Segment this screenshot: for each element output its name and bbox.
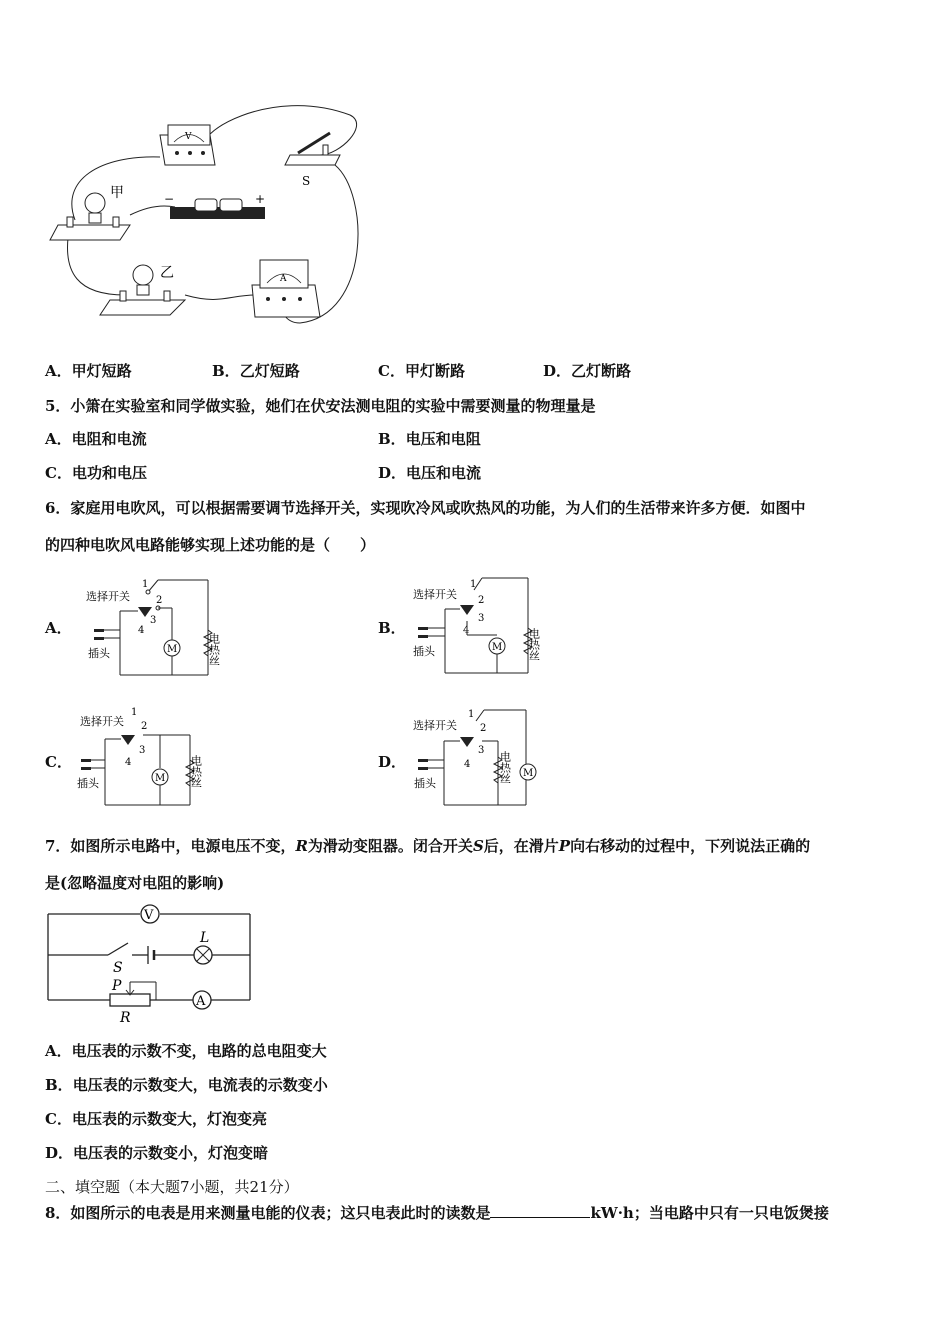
q7-stem-line2: 是(忽略温度对电阻的影响) [45, 874, 225, 892]
switch-s-label: S [302, 174, 311, 188]
svg-text:1: 1 [470, 579, 477, 590]
q5-option-a[interactable]: A．电阻和电流 [45, 430, 147, 448]
voltmeter-symbol: V [144, 908, 154, 923]
q4-option-b[interactable]: B．乙灯短路 [212, 362, 300, 380]
q6-option-d[interactable]: D． [378, 753, 407, 771]
svg-text:选择开关: 选择开关 [413, 719, 457, 732]
ammeter-label: A [280, 274, 287, 284]
slider-p-symbol: P [112, 978, 122, 994]
svg-text:3: 3 [139, 745, 146, 756]
q6-diagram-b [410, 573, 570, 678]
svg-text:M: M [155, 773, 166, 784]
q6-diagram-a [80, 575, 240, 680]
battery-plus: + [255, 192, 266, 206]
q7-option-b[interactable]: B．电压表的示数变大，电流表的示数变小 [45, 1076, 328, 1094]
svg-text:4: 4 [464, 759, 471, 770]
q4-option-d[interactable]: D．乙灯断路 [543, 362, 632, 380]
svg-text:电热丝: 电热丝 [527, 628, 541, 661]
svg-text:M: M [523, 768, 534, 779]
heater-label: 电热丝 [207, 633, 221, 666]
svg-text:M: M [492, 642, 503, 653]
q7-stem-line1: 7．如图所示电路中，电源电压不变，R为滑动变阻器。闭合开关S后，在滑片P向右移动的过程中，下列说法正确的 [45, 837, 811, 855]
battery-minus: − [164, 192, 175, 206]
svg-text:3: 3 [478, 613, 485, 624]
q6-stem-line1: 6．家庭用电吹风，可以根据需要调节选择开关，实现吹冷风或吹热风的功能，为人们的生活带来许多方便．如图中 [45, 499, 806, 517]
rheostat-r-symbol: R [120, 1010, 131, 1025]
voltmeter-device [160, 125, 215, 165]
q7-option-a[interactable]: A．电压表的示数不变，电路的总电阻变大 [45, 1042, 327, 1060]
svg-text:选择开关: 选择开关 [80, 715, 124, 728]
svg-text:插头: 插头 [413, 645, 435, 658]
svg-text:1: 1 [468, 709, 475, 720]
q5-option-d[interactable]: D．电压和电流 [378, 464, 482, 482]
switch-s-symbol: S [113, 960, 123, 976]
q6-option-a[interactable]: A． [45, 619, 72, 637]
section-heading: 二、填空题（本大题7小题，共21分） [45, 1178, 299, 1196]
q6-stem-line2: 的四种电吹风电路能够实现上述功能的是（ ） [45, 536, 376, 554]
svg-text:2: 2 [478, 595, 485, 606]
lamp-yi-label: 乙 [160, 265, 174, 281]
q8-stem: 8．如图所示的电表是用来测量电能的仪表；这只电表此时的读数是 kW·h；当电路中只有一只电饭煲接 [45, 1204, 829, 1222]
voltmeter-label: V [185, 132, 192, 142]
svg-text:电热丝: 电热丝 [498, 751, 512, 784]
q7-circuit-diagram [40, 900, 260, 1025]
q5-option-c[interactable]: C．电功和电压 [45, 464, 147, 482]
svg-text:4: 4 [138, 625, 145, 636]
q5-stem: 5．小箫在实验室和同学做实验，她们在伏安法测电阻的实验中需要测量的物理量是 [45, 397, 596, 415]
q4-option-a[interactable]: A．甲灯短路 [45, 362, 132, 380]
svg-text:M: M [167, 644, 178, 655]
q4-option-c[interactable]: C．甲灯断路 [378, 362, 465, 380]
svg-text:插头: 插头 [77, 777, 99, 790]
lamp-jia-label: 甲 [110, 185, 124, 201]
svg-text:1: 1 [142, 579, 149, 590]
svg-text:2: 2 [141, 721, 148, 732]
q8-answer-blank[interactable] [490, 1203, 590, 1218]
svg-text:1: 1 [131, 707, 138, 718]
svg-text:2: 2 [480, 723, 487, 734]
q6-diagram-d [408, 705, 578, 810]
svg-text:电热丝: 电热丝 [189, 755, 203, 788]
lamp-jia [50, 185, 130, 240]
switch-device [285, 133, 340, 188]
q4-circuit-figure [40, 95, 370, 335]
svg-text:2: 2 [156, 595, 163, 606]
lamp-l-symbol: L [200, 930, 210, 946]
q7-option-d[interactable]: D．电压表的示数变小，灯泡变暗 [45, 1144, 269, 1162]
q6-diagram-c [75, 705, 235, 810]
lamp-yi [100, 265, 185, 315]
svg-text:选择开关: 选择开关 [413, 588, 457, 601]
q7-option-c[interactable]: C．电压表的示数变大，灯泡变亮 [45, 1110, 267, 1128]
svg-text:3: 3 [150, 615, 157, 626]
q6-option-b[interactable]: B． [378, 619, 406, 637]
ammeter-device [252, 260, 320, 317]
battery-device [164, 192, 265, 219]
switch-label: 选择开关 [86, 590, 130, 603]
svg-text:4: 4 [125, 757, 132, 768]
svg-text:3: 3 [478, 745, 485, 756]
q6-option-c[interactable]: C． [45, 753, 72, 771]
plug-label: 插头 [88, 647, 110, 660]
q5-option-b[interactable]: B．电压和电阻 [378, 430, 481, 448]
svg-text:插头: 插头 [414, 777, 436, 790]
ammeter-symbol: A [196, 994, 206, 1009]
svg-text:4: 4 [463, 625, 470, 636]
